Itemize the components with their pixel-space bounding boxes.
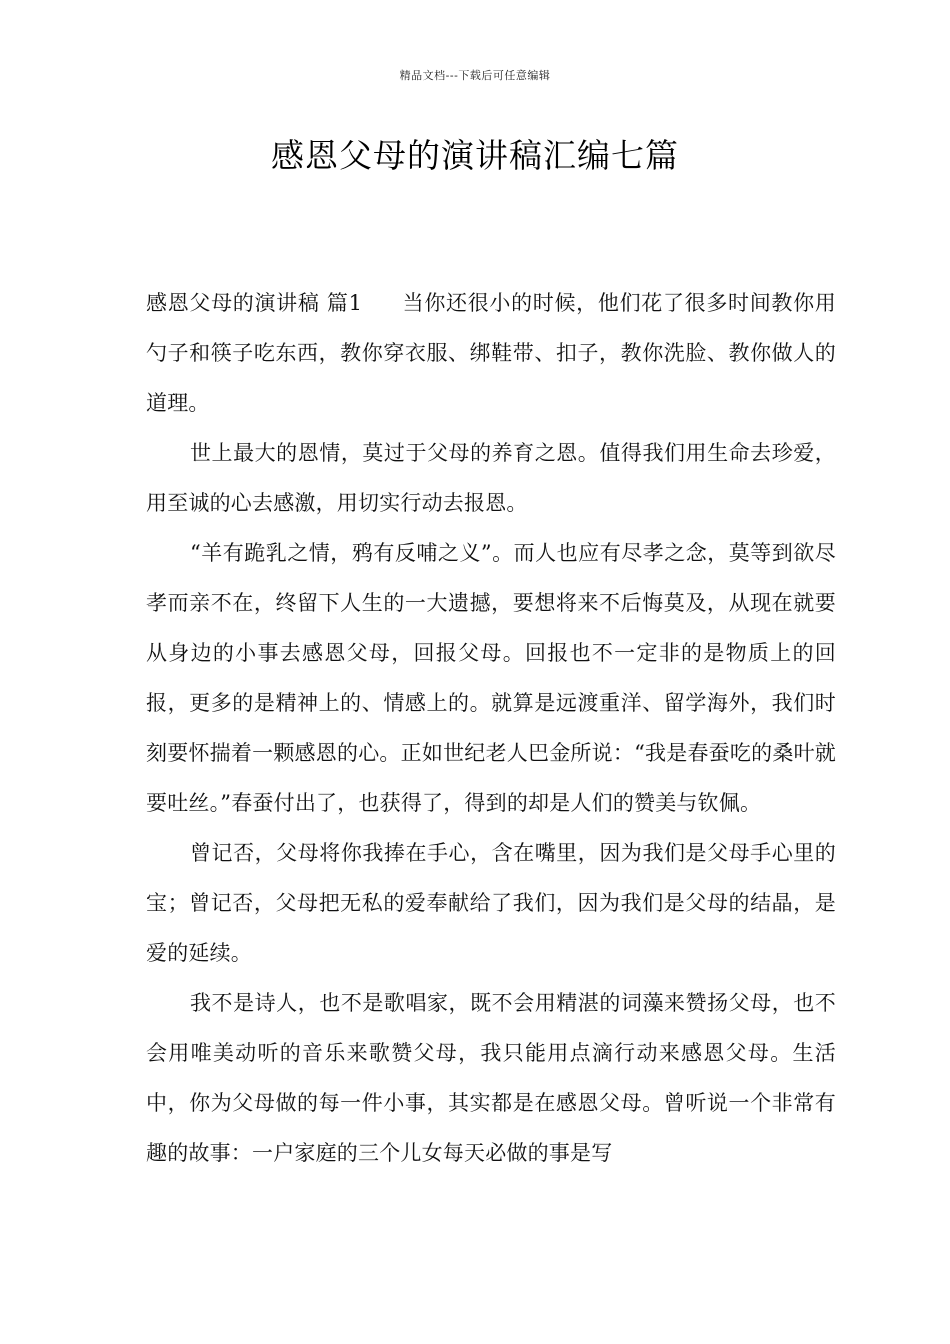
paragraph-3: “羊有跪乳之情，鸦有反哺之义”。而人也应有尽孝之念，莫等到欲尽孝而亲不在，终留下人生的一大遗撼，要想将来不后悔莫及，从现在就要从身边的小事去感恩父母，回报父母。回报也不一定非的是物质上的回报，更多的是精神上的、情感上的。就算是远渡重洋、留学海外，我们时刻要怀揣着一颗感恩的心。正如世纪老人巴金所说：“我是春蚕吃的桑叶就要吐丝。”春蚕付出了，也获得了，得到的却是人们的赞美与钦佩。 [146,541,836,815]
header-note: 精品文档---下载后可任意编辑 [399,69,551,82]
paragraph-5: 我不是诗人，也不是歌唱家，既不会用精湛的词藻来赞扬父母，也不会用唯美动听的音乐来歌赞父母，我只能用点滴行动来感恩父母。生活中，你为父母做的每一件小事，其实都是在感恩父母。曾听说一个非常有趣的故事：一户家庭的三个儿女每天必做的事是写 [146,991,836,1165]
document-title: 感恩父母的演讲稿汇编七篇 [271,136,679,175]
paragraph-text: 当你还很小的时候，他们花了很多时间教你用勺子和筷子吃东西，教你穿衣服、绑鞋带、扣子，教你洗脸、教你做人的道理。 [146,291,836,415]
document-body [146,278,836,1178]
paragraph-4: 曾记否，父母将你我捧在手心，含在嘴里，因为我们是父母手心里的宝；曾记否，父母把无私的爱奉献给了我们，因为我们是父母的结晶，是爱的延续。 [146,841,836,965]
section-heading: 感恩父母的演讲稿 篇1 [146,291,363,315]
paragraph-2: 世上最大的恩情，莫过于父母的养育之恩。值得我们用生命去珍爱，用至诚的心去感激，用切实行动去报恩。 [146,441,836,515]
paragraph-1 [146,278,836,428]
